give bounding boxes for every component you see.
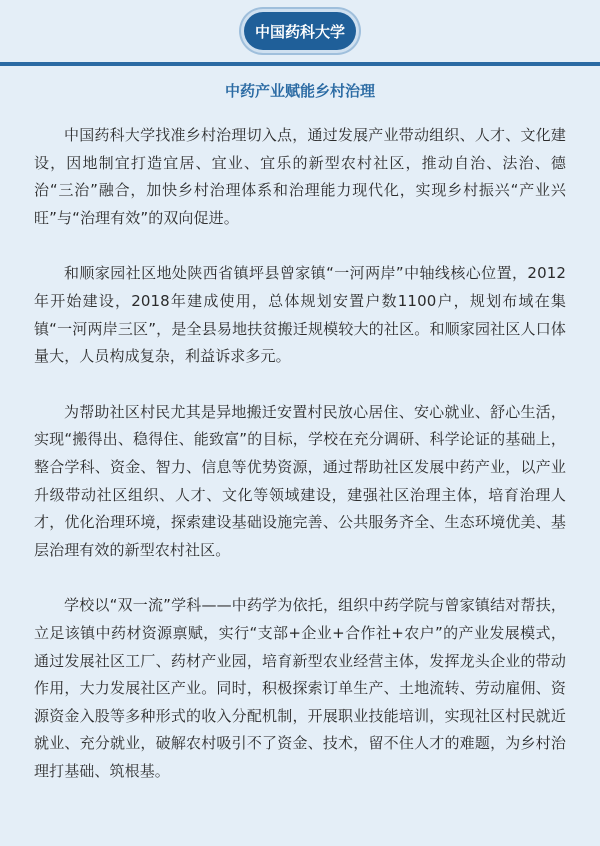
article-body [0,66,600,846]
paragraph-1: 中国药科大学找准乡村治理切入点，通过发展产业带动组织、人才、文化建设，因地制宜打造宜居、宜业、宜乐的新型农村社区，推动自治、法治、德治“三治”融合，加快乡村治理体系和治理能力现代化，实现乡村振兴“产业兴旺”与“治理有效”的双向促进。 [34,126,566,227]
paragraph-2: 和顺家园社区地处陕西省镇坪县曾家镇“一河两岸”中轴线核心位置，2012年开始建设，2018年建成使用，总体规划安置户数1100户，规划布域在集镇“一河两岸三区”，是全县易地扶贫搬迁规模较大的社区。和顺家园社区人口体量大，人员构成复杂，利益诉求多元。 [34,264,566,366]
paragraph-3: 为帮助社区村民尤其是异地搬迁安置村民放心居住、安心就业、舒心生活，实现“搬得出、稳得住、能致富”的目标，学校在充分调研、科学论证的基础上，整合学科、资金、智力、信息等优势资源，通过帮助社区发展中药产业，以产业升级带动社区组织、人才、文化等领域建设，建强社区治理主体，培育治理人才，优化治理环境，探索建设基础设施完善、公共服务齐全、生态环境优美、基层治理有效的新型农村社区。 [34,402,566,559]
paragraph-4: 学校以“双一流”学科——中药学为依托，组织中药学院与曾家镇结对帮扶，立足该镇中药材资源禀赋，实行“支部+企业+合作社+农户”的产业发展模式，通过发展社区工厂、药材产业园，培育新型农业经营主体，发挥龙头企业的带动作用，大力发展社区产业。同时，积极探索订单生产、土地流转、劳动雇佣、资源资金入股等多种形式的收入分配机制，开展职业技能培训，实现社区村民就近就业、充分就业，破解农村吸引不了资金、技术，留不住人才的难题，为乡村治理打基础、筑根基。 [34,596,566,780]
article-subtitle: 中药产业赋能乡村治理 [224,82,375,100]
university-badge: 中国药科大学 [244,12,356,50]
